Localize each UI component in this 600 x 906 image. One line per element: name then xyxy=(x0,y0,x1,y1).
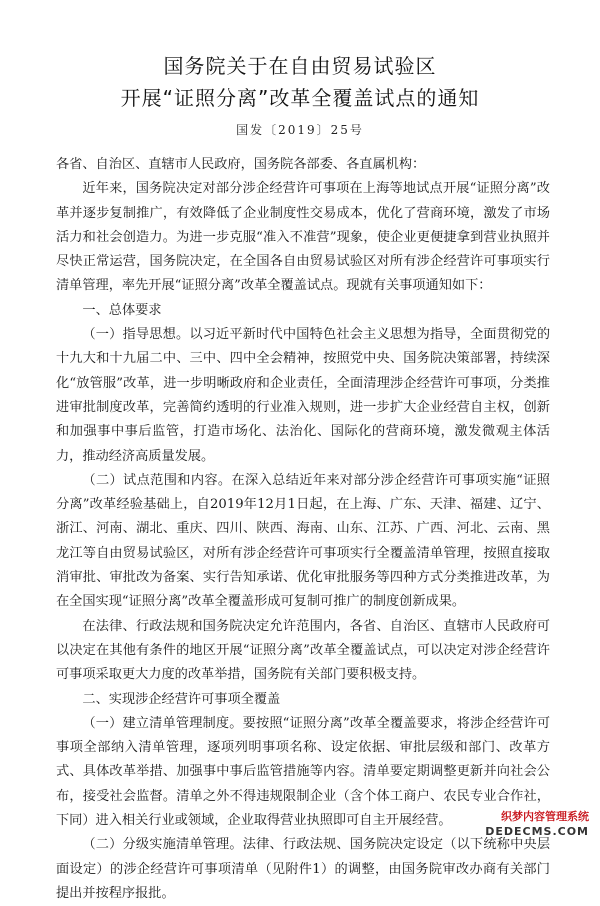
paragraph-guiding-ideology xyxy=(56,323,550,469)
recipients: 各省、自治区、直辖市人民政府，国务院各部委、各直属机构： xyxy=(56,157,426,172)
paragraph-lead: （二）试点范围和内容。 xyxy=(82,472,232,488)
document-body xyxy=(56,153,550,906)
paragraph-text: 要按照“证照分离”改革全覆盖要求，将涉企经营许可事项全部纳入清单管理，逐项列明事项名称、设定依据、审批层级和部门、改革方式、具体改革举措、加强事中事后监管措施等内容。清单要定期调整更新并向社会公布，接受社会监督。清单之外不得违规限制企业（含个体工商户、农民专业合作社，下同）进入相关行业或领域，企业取得营业执照即可自主开展经营。 xyxy=(56,715,551,829)
document-title-line-2: 开展“证照分离”改革全覆盖试点的通知 xyxy=(120,86,480,110)
paragraph-tiered-implementation xyxy=(56,833,550,906)
intro-paragraph: 近年来，国务院决定对部分涉企经营许可事项在上海等地试点开展“证照分离”改革并逐步复制推广，有效降低了企业制度性交易成本，优化了营商环境，激发了市场活力和社会创造力。为进一步克服“准入不准营”现象，使企业更便捷拿到营业执照并尽快正常运营，国务院决定，在全国各自由贸易试验区对所有涉企经营许可事项实行清单管理，率先开展“证照分离”改革全覆盖试点。现就有关事项通知如下： xyxy=(56,181,550,294)
paragraph-lead: （二）分级实施清单管理。 xyxy=(82,837,243,853)
paragraph-authorization: 在法律、行政法规和国务院决定允许范围内，各省、自治区、直辖市人民政府可以决定在其他有条件的地区开展“证照分离”改革全覆盖试点，可以决定对涉企经营许可事项采取更大力度的改革举措，国务院有关部门要积极支持。 xyxy=(56,618,550,683)
site-watermark xyxy=(482,807,592,838)
paragraph-list-management xyxy=(56,712,550,833)
document-number: 国发〔2019〕25号 xyxy=(236,123,364,137)
paragraph-text: 法律、行政法规、国务院决定设定（以下统称中央层面设定）的涉企经营许可事项清单（见附件1）的调整，由国务院审改办商有关部门提出并按程序报批。 xyxy=(56,837,551,901)
paragraph-pilot-scope xyxy=(56,469,550,615)
paragraph-text: 以习近平新时代中国特色社会主义思想为指导，全面贯彻党的十九大和十九届二中、三中、四中全会精神，按照党中央、国务院决策部署，持续深化“放管服”改革，进一步明晰政府和企业责任，全面清理涉企经营许可事项，分类推进审批制度改革，完善简约透明的行业准入规则，进一步扩大企业经营自主权，创新和加强事中事后监管，打造市场化、法治化、国际化的营商环境，激发微观主体活力，推动经济高质量发展。 xyxy=(56,327,551,464)
paragraph-text: 在深入总结近年来对部分涉企经营许可事项实施“证照分离”改革经验基础上，自2019年12月1日起，在上海、广东、天津、福建、辽宁、浙江、河南、湖北、重庆、四川、陕西、海南、山东、江苏、广西、河北、云南、黑龙江等自由贸易试验区，对所有涉企经营许可事项实行全覆盖清单管理，按照直接取消审批、审批改为备案、实行告知承诺、优化审批服务等四种方式分类推进改革，为在全国实现“证照分离”改革全覆盖形成可复制可推广的制度创新成果。 xyxy=(56,472,550,610)
watermark-url: DEDECMS.COM xyxy=(485,825,589,838)
section-heading-2: 二、实现涉企经营许可事项全覆盖 xyxy=(82,691,281,707)
document-title-line-1: 国务院关于在自由贸易试验区 xyxy=(163,54,437,78)
paragraph-lead: （一）指导思想。 xyxy=(82,327,190,343)
paragraph-lead: （一）建立清单管理制度。 xyxy=(82,715,243,731)
watermark-text: 织梦内容管理系统 xyxy=(482,807,592,825)
section-heading-1: 一、总体要求 xyxy=(82,302,162,318)
